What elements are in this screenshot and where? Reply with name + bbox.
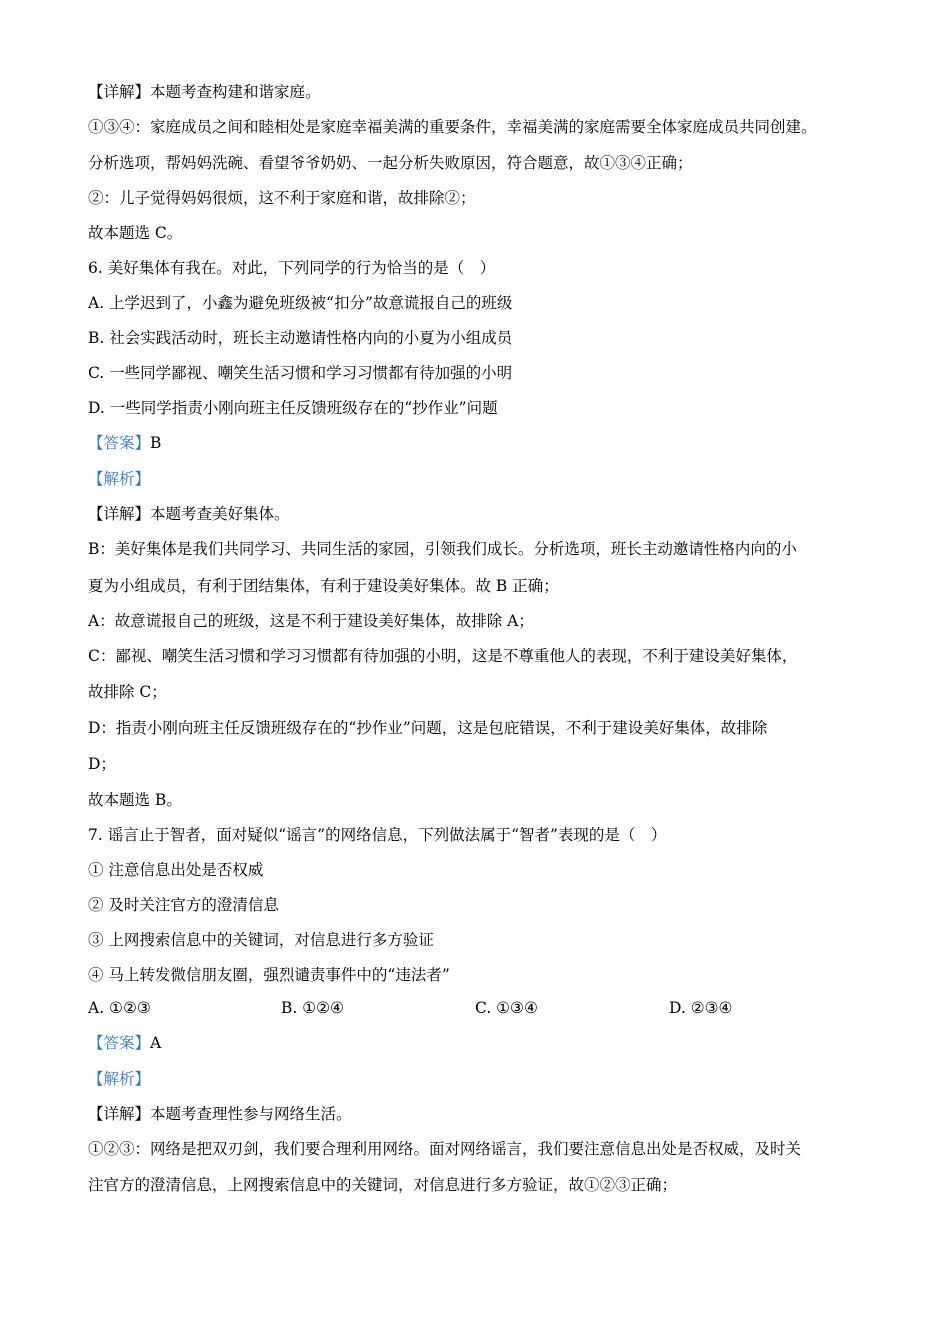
answer-tag: 【答案】 <box>88 434 151 452</box>
detail-text: 本题考查美好集体。 <box>150 505 290 523</box>
q6-explanation-line: 故本题选 B。 <box>88 791 182 809</box>
q6-analysis-tag: 【解析】 <box>88 470 151 488</box>
q7-item-4: ④ 马上转发微信朋友圈，强烈谴责事件中的“违法者” <box>88 966 450 984</box>
q7-choice-d: D. ②③④ <box>669 999 733 1017</box>
q6-explanation-line: 故排除 C； <box>88 683 167 701</box>
q7-choice-a: A. ①②③ <box>88 999 151 1017</box>
q6-explanation-line: 夏为小组成员，有利于团结集体，有利于建设美好集体。故 B 正确； <box>88 577 559 595</box>
q6-explanation-line: A：故意谎报自己的班级，这是不利于建设美好集体，故排除 A； <box>88 612 534 630</box>
answer-value: B <box>150 434 162 452</box>
q6-option-c: C. 一些同学鄙视、嘲笑生活习惯和学习习惯都有待加强的小明 <box>88 364 513 382</box>
q7-analysis-tag: 【解析】 <box>88 1070 151 1088</box>
q6-option-a: A. 上学迟到了，小鑫为避免班级被“扣分”故意谎报自己的班级 <box>88 294 513 312</box>
answer-tag: 【答案】 <box>88 1034 151 1052</box>
answer-value: A <box>150 1034 162 1052</box>
q7-detail-line <box>88 1104 352 1124</box>
q7-explanation-line: 注官方的澄清信息，上网搜索信息中的关键词，对信息进行多方验证，故①②③正确； <box>88 1176 678 1194</box>
intro-detail-line <box>88 82 321 102</box>
q6-option-d: D. 一些同学指责小刚向班主任反馈班级存在的“抄作业”问题 <box>88 399 498 417</box>
intro-line: 分析选项，帮妈妈洗碗、看望爷爷奶奶、一起分析失败原因，符合题意，故①③④正确； <box>88 154 693 172</box>
q6-answer-line <box>88 433 161 453</box>
detail-tag: 【详解】 <box>88 83 151 101</box>
q7-explanation-line: ①②③：网络是把双刃剑，我们要合理利用网络。面对网络谣言，我们要注意信息出处是否权威，及时关 <box>88 1140 802 1158</box>
intro-line: ①③④：家庭成员之间和睦相处是家庭幸福美满的重要条件，幸福美满的家庭需要全体家庭成员共同创建。 <box>88 118 817 136</box>
detail-text: 本题考查理性参与网络生活。 <box>150 1105 352 1123</box>
q7-item-1: ① 注意信息出处是否权威 <box>88 861 264 879</box>
q7-stem: 7. 谣言止于智者，面对疑似“谣言”的网络信息，下列做法属于“智者”表现的是（ ） <box>88 826 667 844</box>
q6-explanation-line: B：美好集体是我们共同学习、共同生活的家园，引领我们成长。分析选项，班长主动邀请性格内向的小 <box>88 540 797 558</box>
q6-stem: 6. 美好集体有我在。对此，下列同学的行为恰当的是（ ） <box>88 259 496 277</box>
q6-detail-line <box>88 504 290 524</box>
q7-choice-c: C. ①③④ <box>475 999 538 1017</box>
q6-option-b: B. 社会实践活动时，班长主动邀请性格内向的小夏为小组成员 <box>88 329 513 347</box>
intro-line: 故本题选 C。 <box>88 224 183 242</box>
intro-line: ②：儿子觉得妈妈很烦，这不利于家庭和谐，故排除②； <box>88 189 476 207</box>
q7-choice-b: B. ①②④ <box>281 999 344 1017</box>
q6-explanation-line: D； <box>88 755 116 773</box>
q6-explanation-line: D：指责小刚向班主任反馈班级存在的“抄作业”问题，这是包庇错误，不利于建设美好集体，故排除 <box>88 719 768 737</box>
detail-tag: 【详解】 <box>88 1105 151 1123</box>
q6-explanation-line: C：鄙视、嘲笑生活习惯和学习习惯都有待加强的小明，这是不尊重他人的表现，不利于建设美好集体， <box>88 647 798 665</box>
q7-item-3: ③ 上网搜索信息中的关键词，对信息进行多方验证 <box>88 931 434 949</box>
q7-item-2: ② 及时关注官方的澄清信息 <box>88 896 279 914</box>
q7-answer-line <box>88 1033 161 1053</box>
detail-text: 本题考查构建和谐家庭。 <box>150 83 321 101</box>
detail-tag: 【详解】 <box>88 505 151 523</box>
